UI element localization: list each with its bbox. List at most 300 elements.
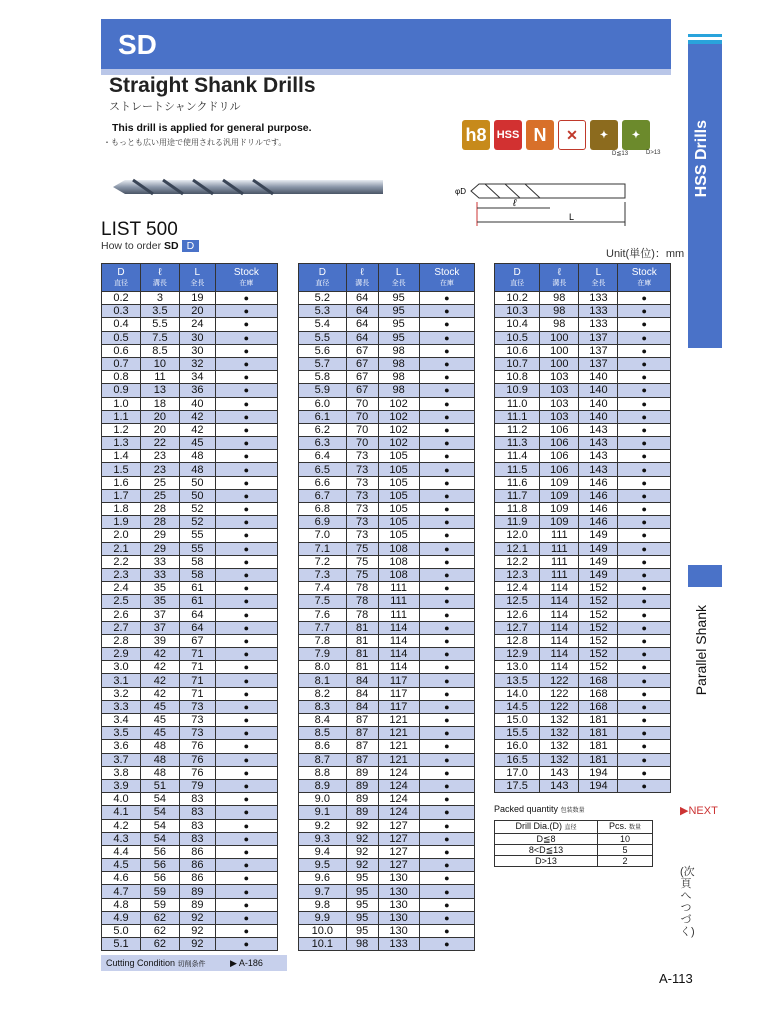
list-title: LIST 500 <box>101 219 178 240</box>
table-row <box>299 634 475 647</box>
stock-dot-icon <box>618 674 671 687</box>
cell-total-length: 124 <box>378 806 419 819</box>
cell-total-length: 95 <box>378 318 419 331</box>
stock-dot-icon <box>419 542 474 555</box>
cell-total-length: 61 <box>179 582 215 595</box>
cell-diameter: 5.2 <box>299 292 347 305</box>
cell-diameter: 6.6 <box>299 476 347 489</box>
packed-row <box>495 856 653 867</box>
cell-diameter: 2.0 <box>102 529 141 542</box>
cell-flute-length: 70 <box>346 397 378 410</box>
table-row <box>495 318 671 331</box>
stock-dot-icon <box>419 779 474 792</box>
cell-total-length: 102 <box>378 437 419 450</box>
table-row <box>495 621 671 634</box>
cell-flute-length: 64 <box>346 331 378 344</box>
stock-dot-icon <box>419 925 474 938</box>
stock-dot-icon <box>419 384 474 397</box>
stock-dot-icon <box>215 397 277 410</box>
cell-diameter: 11.1 <box>495 410 540 423</box>
col-stock-jp: 在庫 <box>637 279 652 287</box>
packed-dia: D>13 <box>495 856 598 867</box>
stock-dot-icon <box>215 292 277 305</box>
table-row <box>299 595 475 608</box>
stock-dot-icon <box>419 305 474 318</box>
cell-total-length: 34 <box>179 371 215 384</box>
cell-total-length: 40 <box>179 397 215 410</box>
cell-diameter: 16.5 <box>495 753 540 766</box>
cell-total-length: 130 <box>378 872 419 885</box>
cell-total-length: 124 <box>378 793 419 806</box>
col-d-jp: 直径 <box>113 279 128 287</box>
cell-flute-length: 64 <box>346 318 378 331</box>
cell-total-length: 152 <box>579 582 618 595</box>
table-row <box>299 397 475 410</box>
table-row <box>495 305 671 318</box>
cell-diameter: 4.7 <box>102 885 141 898</box>
cell-diameter: 0.7 <box>102 357 141 370</box>
cell-flute-length: 89 <box>346 766 378 779</box>
cell-flute-length: 122 <box>540 700 579 713</box>
stock-dot-icon <box>215 819 277 832</box>
table-row <box>495 555 671 568</box>
cell-total-length: 52 <box>179 503 215 516</box>
cell-total-length: 105 <box>378 516 419 529</box>
stock-dot-icon <box>215 938 277 951</box>
packed-quantity-table <box>494 820 653 867</box>
cell-flute-length: 62 <box>140 938 179 951</box>
cell-flute-length: 114 <box>540 661 579 674</box>
cell-diameter: 6.5 <box>299 463 347 476</box>
cell-total-length: 127 <box>378 819 419 832</box>
cell-diameter: 10.5 <box>495 331 540 344</box>
table-row <box>102 700 278 713</box>
table-row <box>495 648 671 661</box>
cell-total-length: 95 <box>378 305 419 318</box>
cell-total-length: 30 <box>179 344 215 357</box>
cell-diameter: 0.9 <box>102 384 141 397</box>
cell-diameter: 2.4 <box>102 582 141 595</box>
col-d-jp: 直径 <box>510 279 525 287</box>
next-page-link[interactable]: ▶NEXT <box>680 805 718 817</box>
cell-diameter: 6.2 <box>299 423 347 436</box>
col-length <box>579 264 618 292</box>
table-row <box>299 648 475 661</box>
packed-col-dia-jp: 直径 <box>564 825 577 831</box>
cell-flute-length: 62 <box>140 925 179 938</box>
stock-dot-icon <box>419 371 474 384</box>
table-header-row <box>299 264 475 292</box>
col-d-label: D <box>117 266 125 278</box>
stock-dot-icon <box>419 357 474 370</box>
cell-flute-length: 114 <box>540 608 579 621</box>
cell-total-length: 64 <box>179 608 215 621</box>
cell-total-length: 111 <box>378 582 419 595</box>
cell-diameter: 3.4 <box>102 714 141 727</box>
table-row <box>299 542 475 555</box>
cell-diameter: 10.0 <box>299 925 347 938</box>
cell-flute-length: 45 <box>140 700 179 713</box>
cell-flute-length: 3 <box>140 292 179 305</box>
cell-flute-length: 109 <box>540 516 579 529</box>
table-row <box>495 779 671 792</box>
cell-diameter: 10.3 <box>495 305 540 318</box>
table-row <box>299 410 475 423</box>
stock-dot-icon <box>419 292 474 305</box>
cell-diameter: 9.3 <box>299 832 347 845</box>
col-length <box>179 264 215 292</box>
cell-flute-length: 114 <box>540 648 579 661</box>
stock-dot-icon <box>215 384 277 397</box>
cell-flute-length: 92 <box>346 819 378 832</box>
col-stock <box>618 264 671 292</box>
cell-total-length: 133 <box>579 292 618 305</box>
stock-dot-icon <box>419 516 474 529</box>
cell-flute-length: 5.5 <box>140 318 179 331</box>
col-stock-label: Stock <box>434 266 460 278</box>
cell-diameter: 2.5 <box>102 595 141 608</box>
col-flute <box>346 264 378 292</box>
cell-total-length: 194 <box>579 779 618 792</box>
cell-diameter: 10.8 <box>495 371 540 384</box>
table-row <box>102 305 278 318</box>
cell-flute-length: 92 <box>346 859 378 872</box>
table-row <box>495 529 671 542</box>
cell-diameter: 6.9 <box>299 516 347 529</box>
packed-row <box>495 845 653 856</box>
table-row <box>102 859 278 872</box>
cell-flute-length: 35 <box>140 582 179 595</box>
cell-flute-length: 103 <box>540 397 579 410</box>
cell-flute-length: 100 <box>540 331 579 344</box>
cell-flute-length: 51 <box>140 779 179 792</box>
cell-total-length: 143 <box>579 463 618 476</box>
col-d <box>299 264 347 292</box>
stock-dot-icon <box>419 318 474 331</box>
col-flute-jp: 溝長 <box>152 279 167 287</box>
cell-total-length: 98 <box>378 384 419 397</box>
stock-dot-icon <box>215 582 277 595</box>
cell-diameter: 7.6 <box>299 608 347 621</box>
cell-diameter: 1.5 <box>102 463 141 476</box>
cell-total-length: 83 <box>179 819 215 832</box>
cell-flute-length: 70 <box>346 423 378 436</box>
cell-total-length: 73 <box>179 700 215 713</box>
stock-dot-icon <box>215 542 277 555</box>
cell-total-length: 76 <box>179 766 215 779</box>
stock-dot-icon <box>215 410 277 423</box>
cell-flute-length: 100 <box>540 357 579 370</box>
cell-diameter: 11.5 <box>495 463 540 476</box>
cell-total-length: 71 <box>179 661 215 674</box>
stock-dot-icon <box>215 714 277 727</box>
cell-diameter: 15.0 <box>495 714 540 727</box>
cell-flute-length: 87 <box>346 740 378 753</box>
helix-n-icon: N <box>526 120 554 150</box>
cell-flute-length: 35 <box>140 595 179 608</box>
stock-dot-icon <box>215 648 277 661</box>
cell-diameter: 8.5 <box>299 727 347 740</box>
cell-flute-length: 122 <box>540 674 579 687</box>
stock-dot-icon <box>215 555 277 568</box>
cell-total-length: 86 <box>179 859 215 872</box>
cell-diameter: 9.1 <box>299 806 347 819</box>
cell-total-length: 137 <box>579 344 618 357</box>
cell-total-length: 61 <box>179 595 215 608</box>
table-row <box>299 819 475 832</box>
cell-total-length: 133 <box>579 305 618 318</box>
table-row <box>299 423 475 436</box>
stock-dot-icon <box>419 344 474 357</box>
table-row <box>299 529 475 542</box>
cell-flute-length: 100 <box>540 344 579 357</box>
drill-dimension-diagram <box>455 180 635 228</box>
cutting-condition-ref[interactable]: ▶ A-186 <box>230 958 263 968</box>
stock-dot-icon <box>618 700 671 713</box>
stock-dot-icon <box>618 582 671 595</box>
cell-total-length: 71 <box>179 674 215 687</box>
cell-flute-length: 132 <box>540 740 579 753</box>
stock-dot-icon <box>419 727 474 740</box>
cell-total-length: 168 <box>579 674 618 687</box>
cell-diameter: 12.7 <box>495 621 540 634</box>
table-row <box>102 582 278 595</box>
cell-total-length: 48 <box>179 463 215 476</box>
cell-total-length: 140 <box>579 384 618 397</box>
cell-diameter: 12.3 <box>495 568 540 581</box>
cell-diameter: 0.2 <box>102 292 141 305</box>
cell-diameter: 8.6 <box>299 740 347 753</box>
cell-diameter: 1.8 <box>102 503 141 516</box>
stock-dot-icon <box>215 925 277 938</box>
stock-dot-icon <box>215 595 277 608</box>
cell-flute-length: 89 <box>346 793 378 806</box>
cell-flute-length: 114 <box>540 634 579 647</box>
cell-flute-length: 95 <box>346 872 378 885</box>
table-row <box>102 793 278 806</box>
table-row <box>299 318 475 331</box>
table-row <box>102 806 278 819</box>
cell-flute-length: 48 <box>140 753 179 766</box>
cutting-condition-label: Cutting Condition <box>106 958 176 968</box>
table-row <box>299 793 475 806</box>
cell-flute-length: 114 <box>540 595 579 608</box>
stock-dot-icon <box>618 753 671 766</box>
table-row <box>495 568 671 581</box>
cell-total-length: 67 <box>179 634 215 647</box>
stock-dot-icon <box>618 503 671 516</box>
s-type-point-icon: ✦ <box>622 120 650 150</box>
cell-diameter: 13.5 <box>495 674 540 687</box>
table-row <box>102 357 278 370</box>
cell-diameter: 4.9 <box>102 911 141 924</box>
cell-diameter: 6.4 <box>299 450 347 463</box>
table-row <box>299 476 475 489</box>
cell-flute-length: 73 <box>346 450 378 463</box>
stock-dot-icon <box>215 450 277 463</box>
cell-total-length: 64 <box>179 621 215 634</box>
cell-flute-length: 84 <box>346 687 378 700</box>
table-row <box>102 819 278 832</box>
cell-total-length: 89 <box>179 885 215 898</box>
cell-diameter: 0.4 <box>102 318 141 331</box>
table-row <box>495 384 671 397</box>
cell-diameter: 3.5 <box>102 727 141 740</box>
cell-total-length: 168 <box>579 700 618 713</box>
cell-diameter: 5.8 <box>299 371 347 384</box>
cell-total-length: 55 <box>179 542 215 555</box>
table-row <box>495 608 671 621</box>
cell-diameter: 5.3 <box>299 305 347 318</box>
how-to-order <box>101 240 199 252</box>
cell-diameter: 4.8 <box>102 898 141 911</box>
stock-dot-icon <box>618 423 671 436</box>
page-title: Straight Shank Drills <box>109 74 316 97</box>
table-row <box>102 450 278 463</box>
stock-dot-icon <box>618 727 671 740</box>
table-row <box>495 476 671 489</box>
table-row <box>299 753 475 766</box>
table-row <box>102 344 278 357</box>
cell-diameter: 9.8 <box>299 898 347 911</box>
cell-diameter: 7.0 <box>299 529 347 542</box>
cell-total-length: 146 <box>579 516 618 529</box>
stock-dot-icon <box>215 898 277 911</box>
cell-total-length: 149 <box>579 568 618 581</box>
cell-flute-length: 103 <box>540 410 579 423</box>
table-row <box>102 331 278 344</box>
stock-dot-icon <box>618 516 671 529</box>
how-to-order-d: D <box>182 240 200 252</box>
col-d-label: D <box>513 266 521 278</box>
cell-diameter: 9.5 <box>299 859 347 872</box>
cell-total-length: 95 <box>378 331 419 344</box>
cell-flute-length: 81 <box>346 661 378 674</box>
cell-diameter: 12.9 <box>495 648 540 661</box>
cell-total-length: 127 <box>378 845 419 858</box>
stock-dot-icon <box>419 555 474 568</box>
col-length <box>378 264 419 292</box>
cell-flute-length: 10 <box>140 357 179 370</box>
table-row <box>495 489 671 502</box>
side-label-hss-drills: HSS Drills <box>693 120 710 198</box>
table-row <box>102 595 278 608</box>
table-row <box>102 608 278 621</box>
col-stock <box>419 264 474 292</box>
cell-total-length: 98 <box>378 344 419 357</box>
packed-pcs: 5 <box>598 845 653 856</box>
stock-dot-icon <box>419 503 474 516</box>
cutting-condition-bar[interactable] <box>101 955 287 971</box>
stock-dot-icon <box>618 292 671 305</box>
cell-diameter: 10.7 <box>495 357 540 370</box>
side-tab-accent <box>688 40 722 44</box>
how-to-order-code: SD <box>164 240 179 252</box>
cell-total-length: 152 <box>579 621 618 634</box>
cell-flute-length: 87 <box>346 753 378 766</box>
col-stock-label: Stock <box>631 266 657 278</box>
cell-diameter: 6.0 <box>299 397 347 410</box>
table-row <box>299 727 475 740</box>
cell-total-length: 149 <box>579 555 618 568</box>
table-row <box>102 318 278 331</box>
cell-diameter: 12.5 <box>495 595 540 608</box>
cell-diameter: 1.3 <box>102 437 141 450</box>
cell-total-length: 30 <box>179 331 215 344</box>
packed-dia: 8<D≦13 <box>495 845 598 856</box>
cell-diameter: 8.4 <box>299 714 347 727</box>
stock-dot-icon <box>419 463 474 476</box>
cell-total-length: 76 <box>179 753 215 766</box>
stock-dot-icon <box>215 423 277 436</box>
cell-diameter: 2.1 <box>102 542 141 555</box>
table-row <box>102 397 278 410</box>
table-row <box>495 397 671 410</box>
cell-total-length: 92 <box>179 925 215 938</box>
table-row <box>495 687 671 700</box>
cell-total-length: 143 <box>579 423 618 436</box>
cell-total-length: 152 <box>579 608 618 621</box>
cell-total-length: 149 <box>579 542 618 555</box>
cell-diameter: 2.6 <box>102 608 141 621</box>
table-row <box>299 911 475 924</box>
cell-total-length: 121 <box>378 740 419 753</box>
table-row <box>299 674 475 687</box>
cell-flute-length: 56 <box>140 872 179 885</box>
cell-diameter: 5.6 <box>299 344 347 357</box>
cell-total-length: 137 <box>579 331 618 344</box>
table-row <box>102 740 278 753</box>
cell-flute-length: 67 <box>346 371 378 384</box>
cell-flute-length: 109 <box>540 489 579 502</box>
table-row <box>495 766 671 779</box>
product-code: SD <box>118 29 157 60</box>
hss-icon: HSS <box>494 120 522 150</box>
stock-dot-icon <box>215 911 277 924</box>
table-row <box>102 555 278 568</box>
stock-dot-icon <box>215 727 277 740</box>
col-flute <box>540 264 579 292</box>
table-row <box>102 911 278 924</box>
cell-flute-length: 54 <box>140 793 179 806</box>
stock-dot-icon <box>419 529 474 542</box>
table-row <box>299 503 475 516</box>
h8-icon: h8 <box>462 120 490 150</box>
col-d <box>102 264 141 292</box>
cell-flute-length: 89 <box>346 806 378 819</box>
cell-diameter: 7.1 <box>299 542 347 555</box>
stock-dot-icon <box>618 305 671 318</box>
table-row <box>299 384 475 397</box>
cell-flute-length: 29 <box>140 542 179 555</box>
stock-dot-icon <box>215 476 277 489</box>
stock-dot-icon <box>419 872 474 885</box>
cell-diameter: 7.8 <box>299 634 347 647</box>
stock-dot-icon <box>215 859 277 872</box>
cell-flute-length: 56 <box>140 845 179 858</box>
cell-total-length: 73 <box>179 727 215 740</box>
cell-total-length: 181 <box>579 714 618 727</box>
cell-total-length: 98 <box>378 357 419 370</box>
stock-dot-icon <box>618 384 671 397</box>
cell-total-length: 168 <box>579 687 618 700</box>
table-row <box>495 727 671 740</box>
table-row <box>299 766 475 779</box>
stock-dot-icon <box>419 595 474 608</box>
stock-dot-icon <box>419 476 474 489</box>
table-row <box>495 503 671 516</box>
cell-diameter: 9.6 <box>299 872 347 885</box>
